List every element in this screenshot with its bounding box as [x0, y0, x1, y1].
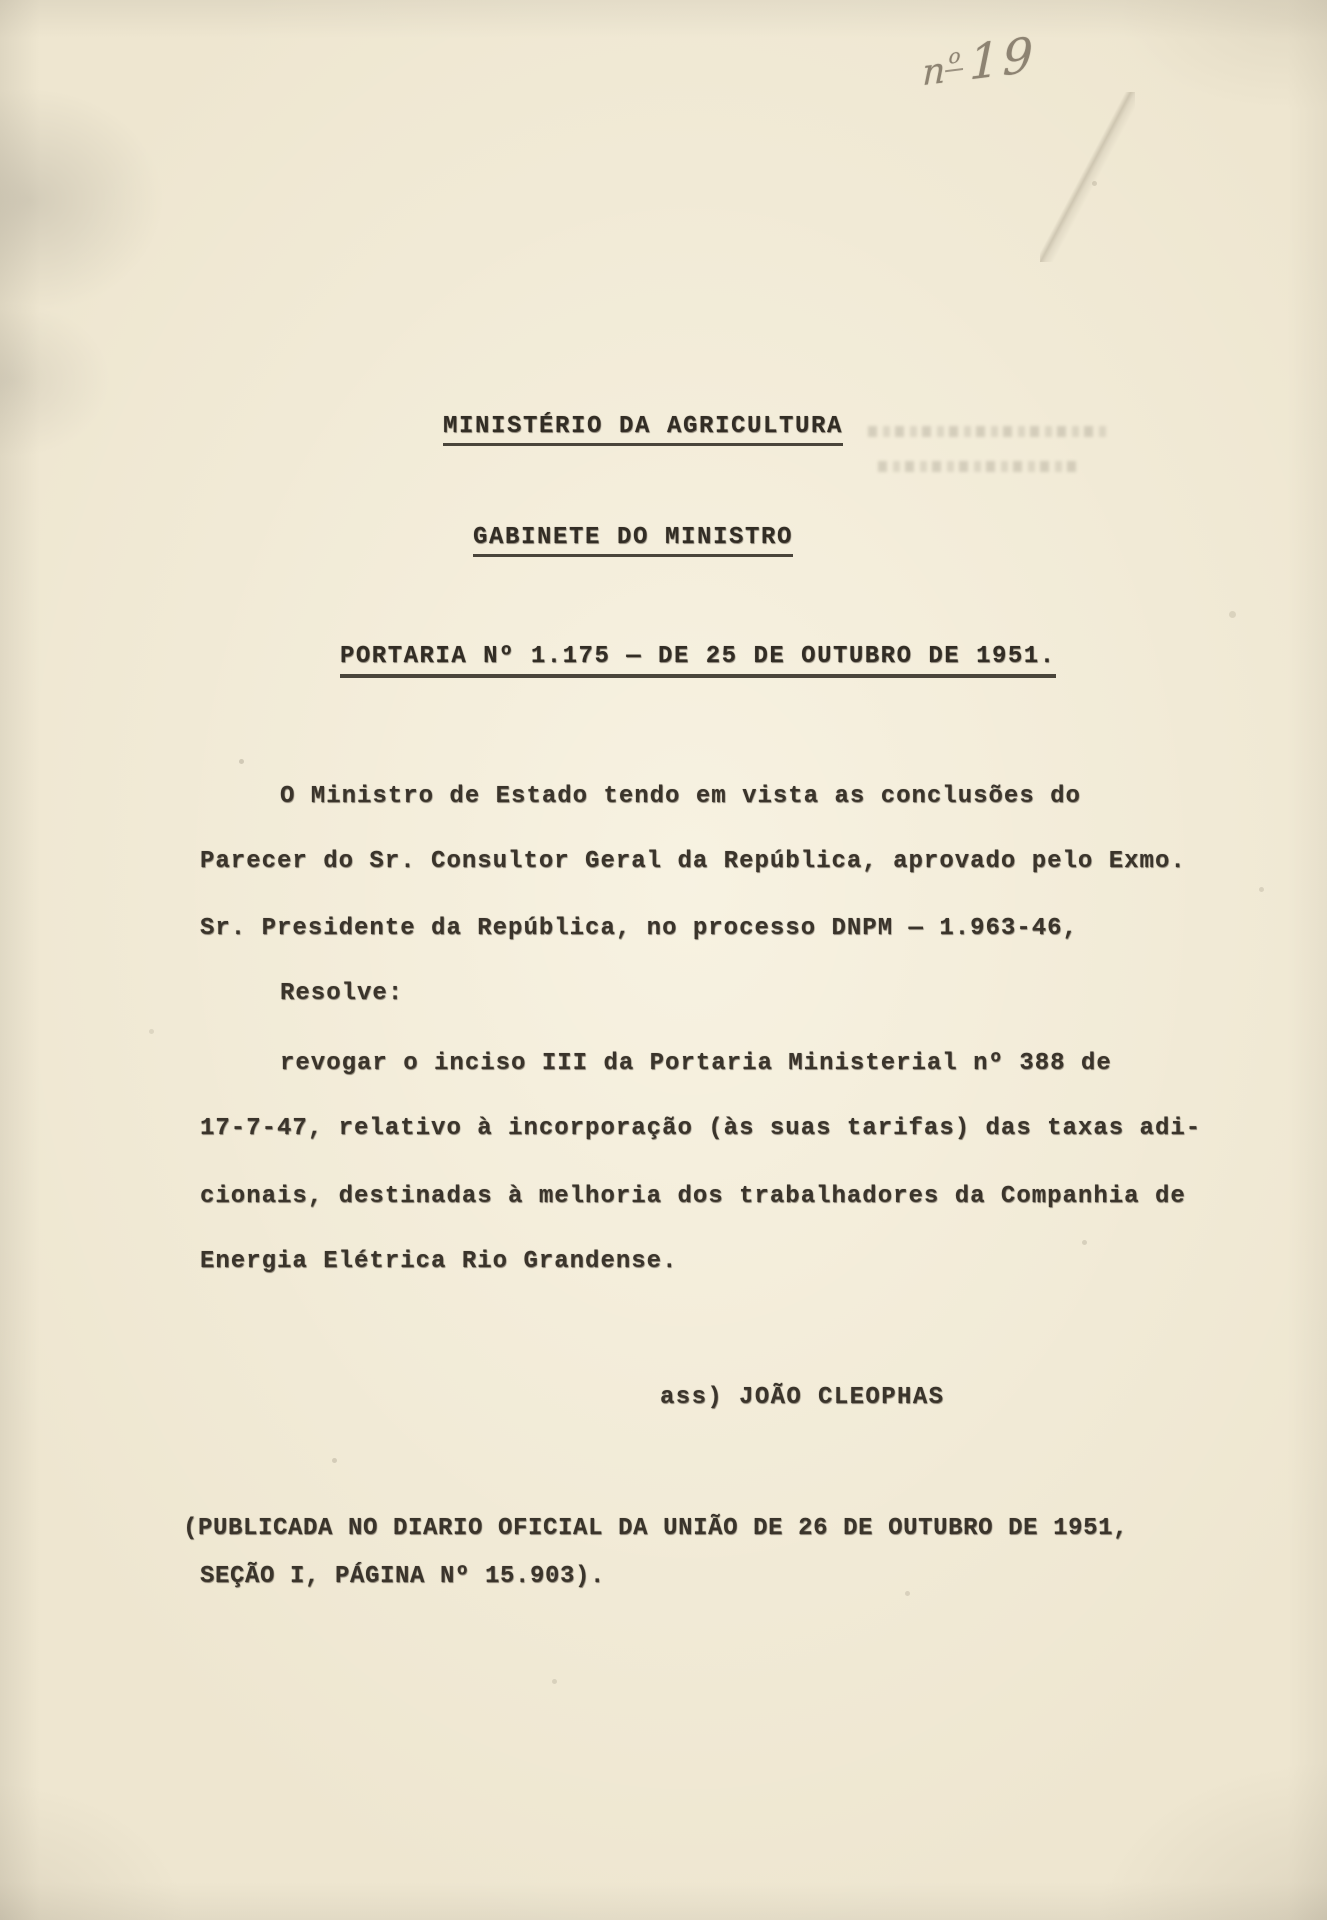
body-line: Parecer do Sr. Consultor Geral da República, aprovado pelo Exmo.: [200, 848, 1186, 875]
ghost-text-line: [868, 426, 1106, 437]
ghost-text-line: [878, 461, 1078, 472]
ministry-heading-text: MINISTÉRIO DA AGRICULTURA: [443, 413, 843, 446]
handwritten-letter: n: [921, 49, 946, 95]
paper-crease: [1040, 92, 1135, 262]
body-line: cionais, destinadas à melhoria dos trabalhadores da Companhia de: [200, 1183, 1186, 1210]
body-line: O Ministro de Estado tendo em vista as conclusões do: [280, 783, 1081, 810]
ink-show-through-stain: [868, 426, 1106, 496]
office-heading: [473, 524, 793, 551]
handwritten-number: 19: [968, 26, 1037, 92]
body-line: Resolve:: [280, 980, 404, 1007]
paper-speckles: [0, 0, 3, 3]
body-line: Sr. Presidente da República, no processo DNPM — 1.963-46,: [200, 915, 1078, 942]
body-line: 17-7-47, relativo à incorporação (às suas tarifas) das taxas adi-: [200, 1115, 1202, 1142]
publication-line-1: (PUBLICADA NO DIARIO OFICIAL DA UNIÃO DE 26 DE OUTUBRO DE 1951,: [183, 1515, 1129, 1542]
ordinance-heading-text: PORTARIA Nº 1.175 — DE 25 DE OUTUBRO DE 1951.: [340, 643, 1056, 678]
handwritten-ordinal: o: [945, 43, 963, 72]
ordinance-heading: [340, 643, 1056, 670]
body-line: revogar o inciso III da Portaria Ministerial nº 388 de: [280, 1050, 1112, 1077]
signature-line: ass) JOÃO CLEOPHAS: [660, 1384, 945, 1411]
body-line: Energia Elétrica Rio Grandense.: [200, 1248, 678, 1275]
ministry-heading: [443, 413, 843, 440]
office-heading-text: GABINETE DO MINISTRO: [473, 524, 793, 557]
publication-line-2: SEÇÃO I, PÁGINA Nº 15.903).: [200, 1563, 606, 1590]
